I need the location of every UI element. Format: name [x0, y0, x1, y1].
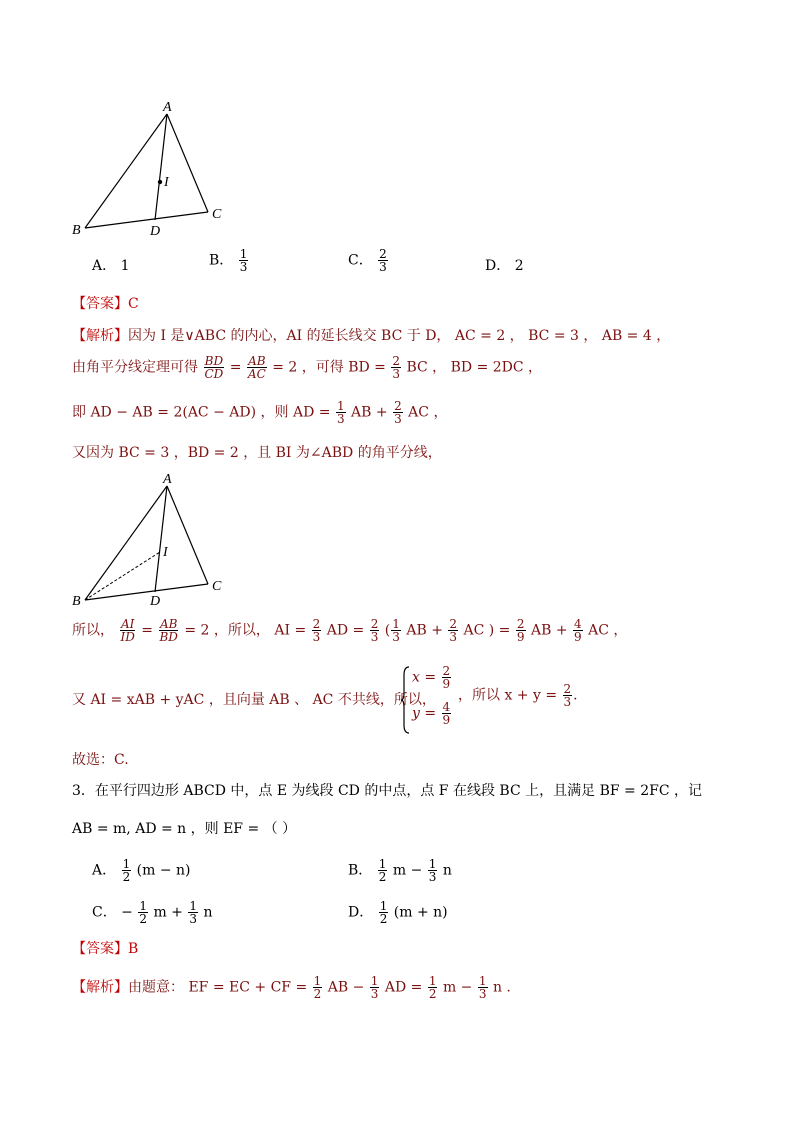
label-A: A [163, 100, 172, 115]
q3-option-b [348, 858, 452, 883]
denominator: ID [120, 630, 135, 644]
label-B: B [72, 223, 81, 238]
numerator: AB [159, 617, 178, 631]
text: AC ) = [463, 622, 511, 639]
fraction [378, 858, 388, 883]
denominator: 3 [370, 630, 379, 644]
numerator: 2 [516, 617, 525, 631]
q3-option-a [92, 858, 191, 883]
text: 又 AI = xAB + yAC ，且向量 AB 、 AC 不共线，所以， [72, 692, 436, 708]
option-value: 2 [514, 258, 524, 274]
label-D: D [150, 594, 161, 609]
text: 所以， [72, 622, 114, 639]
q2-analysis-line-4 [72, 444, 442, 462]
label-C: C [212, 579, 222, 594]
fraction [313, 975, 323, 1000]
numerator: 4 [442, 700, 451, 714]
denominator: AC [247, 367, 266, 381]
option-letter: D． [485, 258, 511, 274]
analysis-tag: 【解析】 [72, 979, 128, 996]
analysis-text: 因为 I 是∨ABC 的内心，AI 的延长线交 BC 于 D， AC = 2 ， BC = 3 ， AB = 4 ， [128, 328, 671, 344]
fraction [391, 618, 401, 643]
fraction [442, 701, 452, 726]
denominator: 9 [516, 630, 525, 644]
denominator: 3 [394, 412, 402, 426]
answer-tag: 【答案】 [72, 296, 128, 312]
text: n . [492, 979, 511, 996]
answer-tag: 【答案】 [72, 941, 128, 957]
numerator: AI [120, 617, 135, 631]
numerator: 2 [449, 617, 458, 631]
denominator: 3 [189, 912, 198, 926]
text: ，所以 x + y = [458, 687, 558, 704]
fraction [247, 355, 267, 380]
numerator: 2 [394, 399, 402, 413]
fraction [378, 248, 388, 273]
denominator: 3 [336, 412, 345, 426]
numerator: 2 [312, 617, 321, 631]
option-letter: D． [348, 904, 374, 921]
text: . [573, 687, 578, 704]
numerator: 1 [336, 399, 345, 413]
equation-system [400, 665, 460, 735]
q2-option-a [92, 257, 130, 275]
text: AB + [351, 404, 388, 421]
denominator: 2 [379, 912, 388, 926]
text: AC ， [588, 622, 628, 639]
text: (m − n) [136, 862, 191, 879]
q2-result-line-6 [72, 691, 436, 709]
q3-answer [72, 940, 138, 958]
option-letter: C． [92, 904, 117, 921]
triangle-figure-2 [60, 472, 240, 612]
numerator: BD [204, 354, 224, 368]
answer-value: C [128, 296, 139, 312]
denominator: 3 [392, 367, 400, 381]
denominator: 2 [313, 987, 322, 1001]
denominator: 3 [239, 260, 248, 274]
numerator: 4 [574, 617, 582, 631]
q2-result-line-6-end [458, 683, 578, 708]
numerator: 1 [370, 974, 379, 988]
text: AC ， [408, 404, 448, 421]
text: 又因为 BC = 3 ，BD = 2 ，且 BI 为∠ABD 的角平分线， [72, 445, 442, 461]
numerator: 2 [563, 682, 572, 696]
denominator: 9 [442, 677, 451, 691]
label-I: I [163, 545, 168, 560]
text: AB + [530, 622, 568, 639]
text: AD = [384, 979, 423, 996]
text: m − [392, 862, 423, 879]
denominator: 3 [392, 630, 400, 644]
option-letter: C． [348, 252, 373, 269]
label-C: C [212, 207, 222, 222]
left-brace [400, 665, 410, 735]
text: 故选：C. [72, 752, 129, 768]
fraction [336, 400, 346, 425]
q2-result-line-5: 所以， $\frac{AI}{ID}$ = $\frac{AB}{BD}$ = 2 ，所以， AI = $\frac{2}{3}$ AD = $\frac{2}{3}$ ( $\frac{1}{3}$ AB + $\frac{2}{3}$ AC ) = $\frac{2}{9}$ AB + $\frac{4}{9}$ AC ， [72, 617, 628, 644]
option-value: 1 [120, 258, 130, 274]
denominator: 9 [574, 630, 582, 644]
denominator: 3 [449, 630, 458, 644]
q2-option-c [348, 248, 389, 273]
option-letter: B． [348, 862, 373, 879]
text: n [442, 862, 452, 879]
denominator: BD [159, 630, 178, 644]
answer-value: B [128, 941, 139, 957]
fraction [391, 355, 401, 380]
denominator: 3 [478, 987, 487, 1001]
text: (m + n) [393, 904, 448, 921]
denominator: 2 [139, 912, 147, 926]
q2-option-b [209, 248, 249, 273]
denominator: 2 [378, 870, 387, 884]
text: 3．在平行四边形 ABCD 中，点 E 为线段 CD 的中点，点 F 在线段 BC 上，且满足 BF = 2FC ，记 [72, 783, 702, 799]
numerator: AB [248, 354, 266, 368]
numerator: 2 [392, 354, 400, 368]
q2-analysis-line-1 [72, 327, 670, 345]
fraction [138, 900, 148, 925]
numerator: 1 [428, 857, 437, 871]
numerator: 2 [370, 617, 379, 631]
fraction [428, 858, 438, 883]
denominator: 3 [379, 260, 387, 274]
text: n [203, 904, 213, 921]
q3-option-c [92, 900, 213, 925]
label-B: B [72, 594, 81, 609]
numerator: 1 [378, 857, 387, 871]
numerator: 1 [478, 974, 487, 988]
numerator: 2 [442, 664, 451, 678]
fraction [239, 248, 249, 273]
fraction [122, 858, 132, 883]
fraction [370, 975, 380, 1000]
analysis-tag: 【解析】 [72, 328, 128, 344]
label-D: D [150, 224, 161, 239]
numerator: 1 [239, 247, 248, 261]
text: AB = m, AD = n ，则 EF = （ ） [72, 821, 297, 837]
option-letter: A． [92, 862, 117, 879]
triangle-figure-1 [60, 100, 240, 240]
numerator: 1 [122, 857, 131, 871]
fraction [203, 355, 224, 380]
numerator: 1 [392, 617, 400, 631]
q3-stem-line-1 [72, 782, 702, 800]
text: x = [412, 669, 437, 686]
fraction [573, 618, 583, 643]
fraction [428, 975, 438, 1000]
q2-analysis-line-3 [72, 400, 447, 425]
denominator: CD [204, 367, 224, 381]
text: 由角平分线定理可得 [72, 359, 198, 376]
denominator: 3 [370, 987, 379, 1001]
text: BC ， BD = 2DC ， [406, 359, 543, 376]
fraction [119, 618, 135, 643]
text: AD = [326, 622, 365, 639]
numerator: 2 [379, 247, 387, 261]
q2-analysis-line-2: 由角平分线定理可得 $\frac{BD}{CD}$ = $\frac{AB}{AC}$ = 2 ，可得 BD = $\frac{2}{3}$ BC ， BD = 2DC ， [72, 354, 543, 381]
text: 即 AD − AB = 2(AC − AD) ，则 AD = [72, 404, 331, 421]
fraction [478, 975, 488, 1000]
q2-option-d [485, 257, 524, 275]
text: = 2 ，可得 BD = [272, 359, 386, 376]
fraction [379, 900, 389, 925]
text: AB + [406, 622, 443, 639]
text: m − [442, 979, 473, 996]
denominator: 2 [122, 870, 131, 884]
denominator: 9 [442, 713, 451, 727]
numerator: 1 [428, 974, 437, 988]
text: = 2 ，所以， AI = [184, 622, 307, 639]
q2-choose [72, 751, 129, 769]
numerator: 1 [189, 899, 198, 913]
option-letter: A． [92, 258, 117, 274]
denominator: 3 [428, 870, 437, 884]
text: − [121, 904, 133, 921]
denominator: 2 [428, 987, 437, 1001]
numerator: 1 [313, 974, 322, 988]
label-I: I [164, 175, 169, 190]
fraction [188, 900, 198, 925]
fraction [393, 400, 403, 425]
q2-answer [72, 295, 139, 313]
text: y = [412, 705, 437, 722]
text: AB − [327, 979, 365, 996]
fraction [516, 618, 526, 643]
fraction [563, 683, 573, 708]
text: m + [153, 904, 183, 921]
fraction [442, 665, 452, 690]
fraction [370, 618, 380, 643]
fraction [448, 618, 458, 643]
option-letter: B． [209, 252, 234, 269]
denominator: 3 [563, 695, 572, 709]
q3-stem-line-2 [72, 820, 296, 838]
text: 由题意： EF = EC + CF = [128, 979, 308, 996]
q3-analysis [72, 975, 511, 1000]
q3-option-d [348, 900, 448, 925]
label-A: A [163, 472, 172, 487]
denominator: 3 [312, 630, 321, 644]
numerator: 1 [379, 899, 388, 913]
numerator: 1 [139, 899, 147, 913]
fraction [158, 618, 178, 643]
fraction [312, 618, 322, 643]
